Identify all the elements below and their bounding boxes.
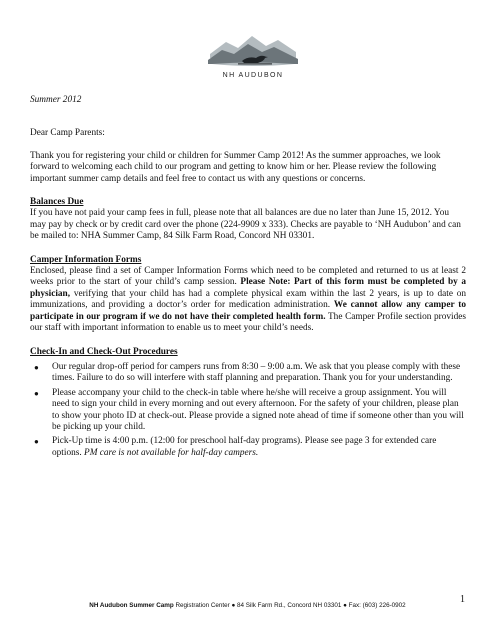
list-item <box>30 362 466 385</box>
checkin-heading: Check-In and Check-Out Procedures <box>30 346 178 357</box>
forms-heading: Camper Information Forms <box>30 254 142 265</box>
loon-landscape-icon <box>208 30 298 70</box>
forms-text-3: The Camper Profile section provides our staff with important information to enable us to meet your child’s needs. <box>30 311 466 334</box>
letter-date: Summer 2012 <box>30 95 82 105</box>
footer-address: Registration Center ● 84 Silk Farm Rd., Concord NH 03301 ● Fax: (603) 226-0902 <box>175 602 406 609</box>
letter-body <box>30 95 466 462</box>
forms-health-warning: We cannot allow any camper to participate in our program if we do not have their completed health form. <box>30 300 467 322</box>
greeting: Dear Camp Parents: <box>30 128 105 139</box>
balances-paragraph: If you have not paid your camp fees in full, please note that all balances are due no later than June 15, 2012. You may pay by check or by credit card over the phone (224-9909 x 333). Checks are payable to ‘NH Audubon’ and can be mailed to: NHA Summer Camp, 84 Silk Farm Road, Concord NH 03301. <box>30 208 461 242</box>
forms-paragraph <box>30 266 466 334</box>
forms-physician-note: Please Note: Part of this form must be completed by a physician, <box>30 277 466 299</box>
checkin-bullet-2: Please accompany your child to the check-in table where he/she will receive a group assignment. You will need to sign your child in every morning and out every afternoon. For the safety of your children, please plan to show your photo ID at check-out. Please provide a signed note ahead of time if someone other than you will be picking up your child. <box>52 387 464 432</box>
footer-org-name: NH Audubon Summer Camp <box>89 602 174 609</box>
page-footer <box>0 602 495 609</box>
checkin-bullet-3: Pick-Up time is 4:00 p.m. (12:00 for preschool half-day programs). Please see page 3 for extended care options. <box>52 436 437 458</box>
nh-audubon-logo <box>208 30 298 82</box>
intro-paragraph: Thank you for registering your child or children for Summer Camp 2012! As the summer approaches, we look forward to welcoming each child to our program and getting to know him or her. Please review the following important summer camp details and feel free to contact us with any questions or concerns. <box>30 150 441 184</box>
page-number: 1 <box>460 594 465 605</box>
bullet-icon: ● <box>34 437 39 447</box>
bullet-icon: ● <box>34 388 39 398</box>
list-item <box>30 436 466 459</box>
balances-heading: Balances Due <box>30 197 84 208</box>
checkin-bullet-1: Our regular drop-off period for campers runs from 8:30 – 9:00 a.m. We ask that you please comply with these times. Failure to do so will interfere with staff planning and preparation. Thank you for your understanding. <box>52 361 461 384</box>
list-item <box>30 388 466 434</box>
checkin-bullet-3-note: PM care is not available for half-day campers. <box>84 447 259 458</box>
forms-text-1: Enclosed, please find a set of Camper Information Forms which need to be completed and returned to us at least 2 weeks prior to the start of your child’s camp session. <box>30 266 466 288</box>
checkin-list <box>30 362 466 459</box>
forms-text-2: verifying that your child has had a complete physical exam within the last 2 years, is up to date on immunizations, and providing a doctor’s order for medication administration. <box>30 288 466 311</box>
logo-wordmark: NH AUDUBON <box>222 72 284 79</box>
bullet-icon: ● <box>34 362 39 372</box>
